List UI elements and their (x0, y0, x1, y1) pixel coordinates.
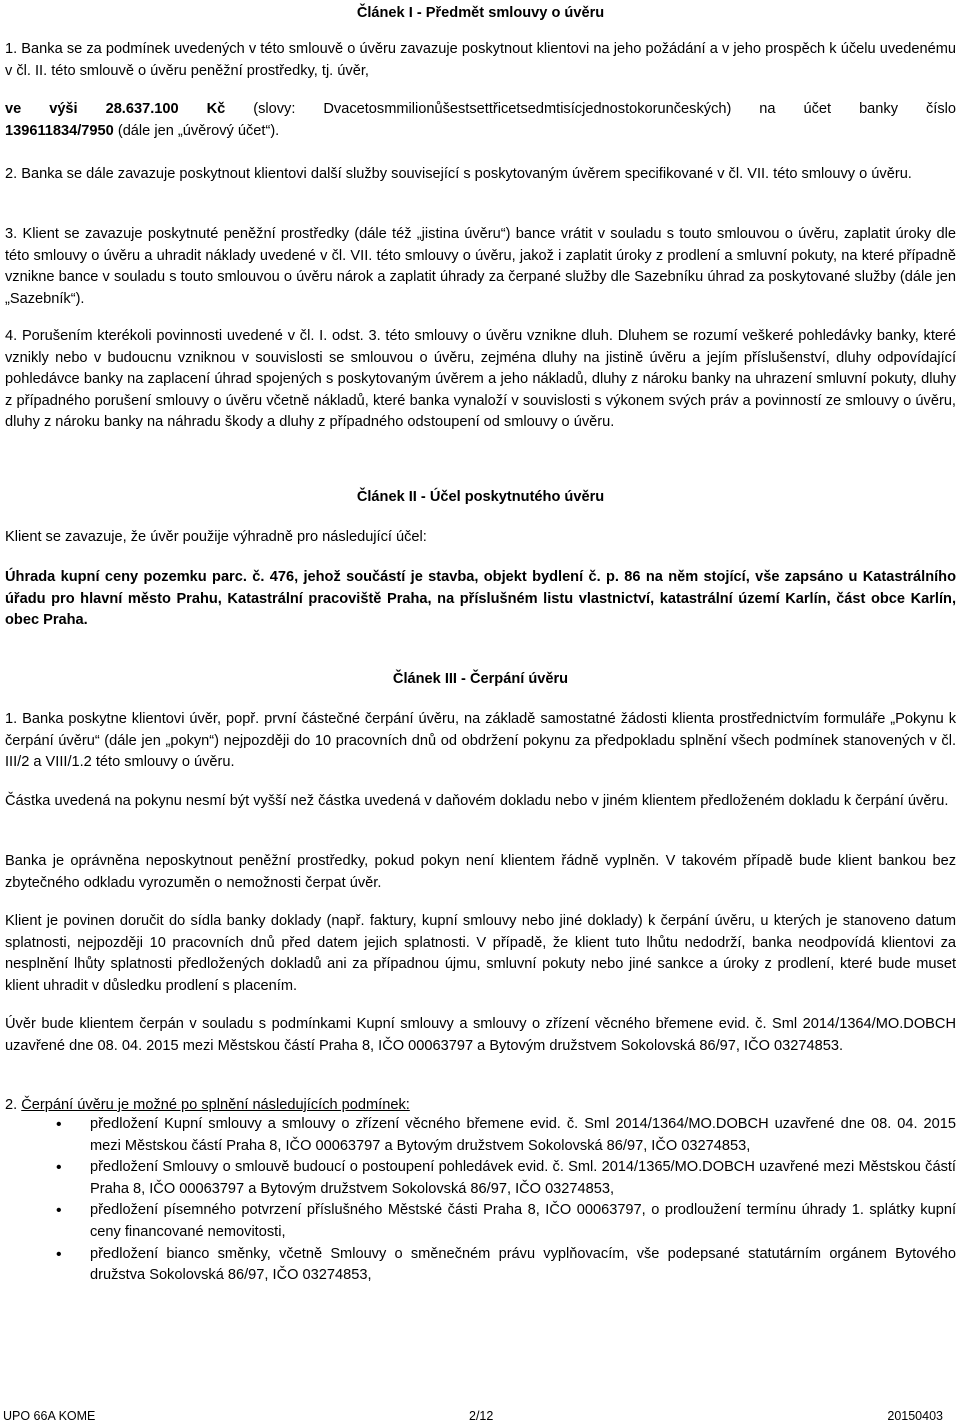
list-item: • předložení písemného potvrzení příslušného Městské části Praha 8, IČO 00063797, o prodloužení termínu úhrady 1. splátky kupní ceny financované nemovitosti, (56, 1200, 956, 1243)
article-1-p1-line1: 1. Banka se za podmínek uvedených v této smlouvě o úvěru zavazuje poskytnout klientovi na jeho požádání a v jeho prospěch k účelu uvedenému v čl. II. této smlouvě o úvěru peněžní prostředky, tj. úvěr, (5, 41, 956, 79)
account-number: 139611834/7950 (5, 123, 114, 139)
article-1-paragraph-1 (5, 39, 956, 82)
article-1-paragraph-4: 4. Porušením kterékoli povinnosti uvedené v čl. I. odst. 3. této smlouvy o úvěru vznikne dluh. Dluhem se rozumí veškeré pohledávky banky, které vznikly nebo v budoucnu vzniknou v souvislosti se smlouvou o úvěru, zejména dluhy na jistině úvěru a jejím příslušenství, dluhy odpovídající pohledávce banky na zaplacení úhrad spojených s poskytovaným úvěrem a jeho nákladů, dluhy z nároku banky na uhrazení smluvní pokuty, dluhy z případného porušení smlouvy o úvěru včetně nákladů, které banka vynaloží v souvislosti s výkonem svých práv a povinností ze smlouvy o úvěru, dluhy z nároku banky na náhradu škody a dluhy z případného odstoupení od smlouvy o úvěru. (5, 328, 956, 431)
article-2-title: Článek II - Účel poskytnutého úvěru (356, 489, 605, 505)
loan-amount-words: (slovy: Dvacetosmmilionůšestsettřicetsedmtisícjednostokorunčeských) na účet banky číslo (253, 101, 956, 117)
conditions-heading-text: Čerpání úvěru je možné po splnění následujících podmínek: (21, 1097, 410, 1113)
loan-amount: ve výši 28.637.100 Kč (5, 101, 226, 117)
list-item: • předložení bianco směnky, včetně Smlouvy o směnečném právu vyplňovacím, vše podepsané statutárním orgánem Bytového družstva Sokolovská 86/97, IČO 03274853, (56, 1244, 956, 1287)
conditions-list (56, 1114, 956, 1287)
article-1-paragraph-1-amount (5, 99, 956, 121)
article-3-paragraph-1: 1. Banka poskytne klientovi úvěr, popř. první částečné čerpání úvěru, na základě samostatné žádosti klienta prostřednictvím formuláře „Pokynu k čerpání úvěru“ (dále jen „pokyn“) nejpozději do 10 pracovních dnů od obdržení pokynu za předpokladu splnění všech podmínek stanovených v čl. III/2 a VIII/1.2 této smlouvy o úvěru. (5, 711, 956, 771)
list-item: • předložení Smlouvy o smlouvě budoucí o postoupení pohledávek evid. č. Sml. 2014/1365/MO.DOBCH uzavřené mezi Městskou částí Praha 8, IČO 00063797 a Bytovým družstvem Sokolovská 86/97, IČO 03274853, (56, 1157, 956, 1200)
footer-doc-code: UPO 66A KOME (3, 1409, 96, 1423)
account-tail: (dále jen „úvěrový účet“). (117, 123, 280, 139)
article-3-title: Článek III - Čerpání úvěru (392, 671, 569, 687)
article-1-paragraph-2: 2. Banka se dále zavazuje poskytnout klientovi další služby související s poskytovaným úvěrem specifikované v čl. VII. této smlouvy o úvěru. (5, 166, 912, 182)
footer-page-number: 2/12 (469, 1409, 494, 1423)
article-1-paragraph-3: 3. Klient se zavazuje poskytnuté peněžní prostředky (dále též „jistina úvěru“) bance vrátit v souladu s touto smlouvou o úvěru, zaplatit úroky dle této smlouvy o úvěru a uhradit náklady uvedené v čl. VII. této smlouvy o úvěru, jakož i zaplatit úroky z prodlení a smluvní pokuty, na které případně vznikne bance v souladu s touto smlouvou o úvěru nárok a zaplatit úhrady za čerpané služby dle Sazebníku úhrad za poskytované služby (dále jen „Sazebník“). (5, 226, 956, 307)
article-3-paragraph-4: Klient je povinen doručit do sídla banky doklady (např. faktury, kupní smlouvy nebo jiné doklady) k čerpání úvěru, u kterých je stanoveno datum splatnosti, nejpozději 10 pracovních dnů před datem jejich splatnosti. V případě, že klient tuto lhůtu nedodrží, banka neodpovídá klientovi za nesplnění lhůty splatnosti předložených dokladů ani za případnou újmu, smluvní pokuty nebo jiné sankce a úroky z prodlení, které bude muset klient uhradit v důsledku prodlení s placením. (5, 913, 956, 994)
article-3-paragraph-5: Úvěr bude klientem čerpán v souladu s podmínkami Kupní smlouvy a smlouvy o zřízení věcného břemene evid. č. Sml 2014/1364/MO.DOBCH uzavřené dne 08. 04. 2015 mezi Městskou částí Praha 8, IČO 00063797 a Bytovým družstvem Sokolovská 86/97, IČO 03274853. (5, 1016, 956, 1054)
list-item: • předložení Kupní smlouvy a smlouvy o zřízení věcného břemene evid. č. Sml 2014/1364/MO.DOBCH uzavřené dne 08. 04. 2015 mezi Městskou částí Praha 8, IČO 00063797 a Bytovým družstvem Sokolovská 86/97, IČO 03274853, (56, 1114, 956, 1157)
conditions-number: 2. (5, 1097, 22, 1113)
footer-date: 20150403 (887, 1409, 943, 1423)
article-3-paragraph-2: Částka uvedená na pokynu nesmí být vyšší než částka uvedená v daňovém dokladu nebo v jiném klientem předloženém dokladu k čerpání úvěru. (5, 793, 949, 809)
article-2-intro: Klient se zavazuje, že úvěr použije výhradně pro následující účel: (5, 529, 427, 545)
article-1-paragraph-1-account (5, 121, 956, 143)
article-1-title: Článek I - Předmět smlouvy o úvěru (356, 5, 605, 21)
article-2-purpose: Úhrada kupní ceny pozemku parc. č. 476, jehož součástí je stavba, objekt bydlení č. p. 86 na něm stojící, vše zapsáno u Katastrálního úřadu pro hlavní město Prahu, Katastrální pracoviště Praha, na příslušném listu vlastnictví, katastrální území Karlín, část obce Karlín, obec Praha. (5, 569, 956, 629)
article-3-paragraph-3: Banka je oprávněna neposkytnout peněžní prostředky, pokud pokyn není klientem řádně vyplněn. V takovém případě bude klient bankou bez zbytečného odkladu vyrozuměn o nemožnosti čerpat úvěr. (5, 853, 956, 891)
